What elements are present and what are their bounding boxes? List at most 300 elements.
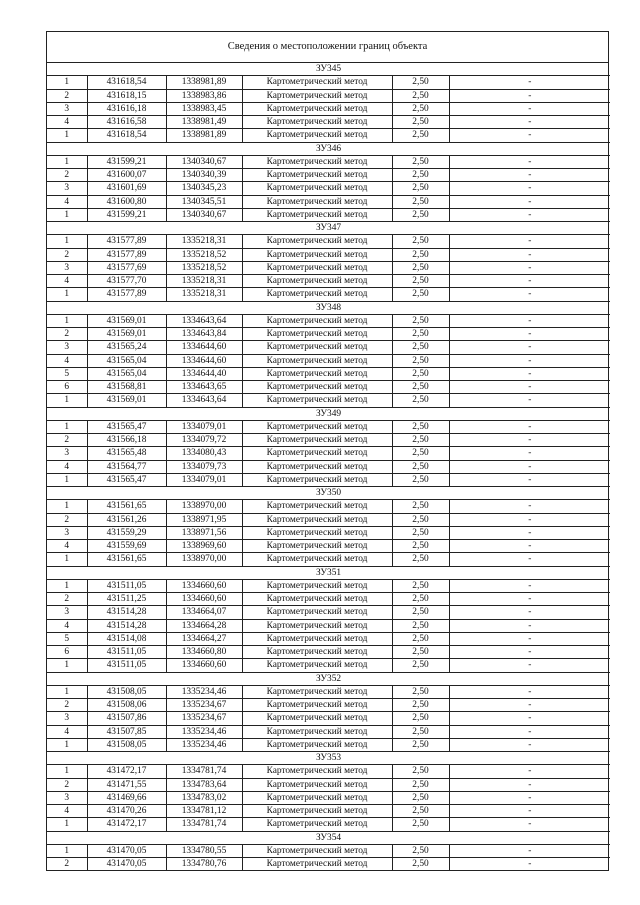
coord-y-cell: 1334780,55 <box>166 844 242 857</box>
table-row <box>47 89 610 102</box>
note-cell: - <box>449 76 610 89</box>
point-number-cell: 2 <box>47 778 87 791</box>
method-cell: Картометрический метод <box>242 381 392 394</box>
coord-y-cell: 1334660,60 <box>166 593 242 606</box>
point-number-cell: 2 <box>47 513 87 526</box>
table-row <box>47 155 610 168</box>
table-row <box>47 685 610 698</box>
table-row <box>47 169 610 182</box>
method-cell: Картометрический метод <box>242 275 392 288</box>
accuracy-cell: 2,50 <box>392 129 449 142</box>
note-cell: - <box>449 314 610 327</box>
note-cell: - <box>449 208 610 221</box>
method-cell: Картометрический метод <box>242 460 392 473</box>
table-row <box>47 102 610 115</box>
point-number-cell: 1 <box>47 765 87 778</box>
point-number-cell: 4 <box>47 619 87 632</box>
coord-x-cell: 431508,05 <box>87 738 166 751</box>
table-row <box>47 818 610 831</box>
coord-y-cell: 1335218,52 <box>166 248 242 261</box>
accuracy-cell: 2,50 <box>392 593 449 606</box>
point-number-cell: 1 <box>47 76 87 89</box>
table-row <box>47 858 610 871</box>
coord-x-cell: 431569,01 <box>87 394 166 407</box>
accuracy-cell: 2,50 <box>392 275 449 288</box>
coord-x-cell: 431514,28 <box>87 606 166 619</box>
accuracy-cell: 2,50 <box>392 858 449 871</box>
coord-y-cell: 1340340,67 <box>166 155 242 168</box>
coord-x-cell: 431472,17 <box>87 818 166 831</box>
note-cell: - <box>449 646 610 659</box>
coord-x-cell: 431577,89 <box>87 235 166 248</box>
method-cell: Картометрический метод <box>242 394 392 407</box>
table-row <box>47 778 610 791</box>
point-number-cell: 4 <box>47 195 87 208</box>
note-cell: - <box>449 699 610 712</box>
table-row <box>47 208 610 221</box>
note-cell: - <box>449 102 610 115</box>
point-number-cell: 1 <box>47 420 87 433</box>
note-cell: - <box>449 394 610 407</box>
accuracy-cell: 2,50 <box>392 116 449 129</box>
method-cell: Картометрический метод <box>242 513 392 526</box>
accuracy-cell: 2,50 <box>392 328 449 341</box>
point-number-cell: 4 <box>47 275 87 288</box>
method-cell: Картометрический метод <box>242 725 392 738</box>
table-row <box>47 606 610 619</box>
note-cell: - <box>449 367 610 380</box>
table-row <box>47 354 610 367</box>
table-row <box>47 844 610 857</box>
table-row <box>47 275 610 288</box>
table-row <box>47 248 610 261</box>
coord-x-cell: 431566,18 <box>87 434 166 447</box>
coord-y-cell: 1338969,60 <box>166 540 242 553</box>
page-title: Сведения о местоположении границ объекта <box>47 32 608 63</box>
coord-x-cell: 431577,70 <box>87 275 166 288</box>
table-row <box>47 460 610 473</box>
method-cell: Картометрический метод <box>242 579 392 592</box>
accuracy-cell: 2,50 <box>392 553 449 566</box>
note-cell: - <box>449 275 610 288</box>
group-name: ЗУ348 <box>47 301 610 314</box>
accuracy-cell: 2,50 <box>392 394 449 407</box>
accuracy-cell: 2,50 <box>392 314 449 327</box>
table-row <box>47 341 610 354</box>
method-cell: Картометрический метод <box>242 447 392 460</box>
coord-x-cell: 431561,65 <box>87 553 166 566</box>
accuracy-cell: 2,50 <box>392 818 449 831</box>
coord-y-cell: 1335218,52 <box>166 261 242 274</box>
coord-y-cell: 1335218,31 <box>166 288 242 301</box>
coord-x-cell: 431600,07 <box>87 169 166 182</box>
note-cell: - <box>449 195 610 208</box>
point-number-cell: 3 <box>47 791 87 804</box>
coord-y-cell: 1334079,72 <box>166 434 242 447</box>
coord-y-cell: 1334783,64 <box>166 778 242 791</box>
group-header-row <box>47 222 610 235</box>
point-number-cell: 6 <box>47 646 87 659</box>
coord-x-cell: 431470,26 <box>87 805 166 818</box>
method-cell: Картометрический метод <box>242 116 392 129</box>
accuracy-cell: 2,50 <box>392 76 449 89</box>
coord-y-cell: 1334644,40 <box>166 367 242 380</box>
method-cell: Картометрический метод <box>242 89 392 102</box>
table-row <box>47 738 610 751</box>
method-cell: Картометрический метод <box>242 685 392 698</box>
group-header-row <box>47 63 610 76</box>
coord-y-cell: 1335234,46 <box>166 725 242 738</box>
point-number-cell: 1 <box>47 685 87 698</box>
accuracy-cell: 2,50 <box>392 420 449 433</box>
coord-x-cell: 431507,86 <box>87 712 166 725</box>
accuracy-cell: 2,50 <box>392 844 449 857</box>
coord-y-cell: 1338971,56 <box>166 526 242 539</box>
coord-x-cell: 431601,69 <box>87 182 166 195</box>
coord-x-cell: 431618,54 <box>87 76 166 89</box>
group-name: ЗУ352 <box>47 672 610 685</box>
table-row <box>47 394 610 407</box>
coord-x-cell: 431559,69 <box>87 540 166 553</box>
method-cell: Картометрический метод <box>242 765 392 778</box>
accuracy-cell: 2,50 <box>392 632 449 645</box>
point-number-cell: 1 <box>47 235 87 248</box>
point-number-cell: 3 <box>47 712 87 725</box>
coord-x-cell: 431514,28 <box>87 619 166 632</box>
accuracy-cell: 2,50 <box>392 473 449 486</box>
coordinates-table-body <box>47 63 610 870</box>
table-row <box>47 593 610 606</box>
coord-y-cell: 1334660,60 <box>166 659 242 672</box>
note-cell: - <box>449 169 610 182</box>
table-row <box>47 235 610 248</box>
accuracy-cell: 2,50 <box>392 447 449 460</box>
method-cell: Картометрический метод <box>242 328 392 341</box>
group-name: ЗУ347 <box>47 222 610 235</box>
group-name: ЗУ349 <box>47 407 610 420</box>
coord-y-cell: 1335218,31 <box>166 275 242 288</box>
method-cell: Картометрический метод <box>242 341 392 354</box>
coord-y-cell: 1334664,28 <box>166 619 242 632</box>
coord-y-cell: 1340340,39 <box>166 169 242 182</box>
group-header-row <box>47 407 610 420</box>
group-header-row <box>47 142 610 155</box>
point-number-cell: 3 <box>47 102 87 115</box>
table-row <box>47 540 610 553</box>
table-row <box>47 765 610 778</box>
table-row <box>47 447 610 460</box>
group-name: ЗУ351 <box>47 566 610 579</box>
accuracy-cell: 2,50 <box>392 805 449 818</box>
method-cell: Картометрический метод <box>242 182 392 195</box>
accuracy-cell: 2,50 <box>392 540 449 553</box>
table-row <box>47 513 610 526</box>
point-number-cell: 2 <box>47 434 87 447</box>
note-cell: - <box>449 619 610 632</box>
note-cell: - <box>449 116 610 129</box>
table-row <box>47 367 610 380</box>
coordinates-table <box>47 63 610 870</box>
note-cell: - <box>449 805 610 818</box>
accuracy-cell: 2,50 <box>392 367 449 380</box>
note-cell: - <box>449 129 610 142</box>
method-cell: Картометрический метод <box>242 235 392 248</box>
coord-x-cell: 431616,18 <box>87 102 166 115</box>
accuracy-cell: 2,50 <box>392 102 449 115</box>
accuracy-cell: 2,50 <box>392 208 449 221</box>
method-cell: Картометрический метод <box>242 818 392 831</box>
group-header-row <box>47 301 610 314</box>
coord-x-cell: 431508,05 <box>87 685 166 698</box>
note-cell: - <box>449 235 610 248</box>
group-name: ЗУ346 <box>47 142 610 155</box>
method-cell: Картометрический метод <box>242 195 392 208</box>
method-cell: Картометрический метод <box>242 632 392 645</box>
accuracy-cell: 2,50 <box>392 381 449 394</box>
method-cell: Картометрический метод <box>242 500 392 513</box>
point-number-cell: 4 <box>47 540 87 553</box>
note-cell: - <box>449 473 610 486</box>
method-cell: Картометрический метод <box>242 102 392 115</box>
method-cell: Картометрический метод <box>242 434 392 447</box>
point-number-cell: 2 <box>47 169 87 182</box>
coord-y-cell: 1338970,00 <box>166 500 242 513</box>
table-row <box>47 619 610 632</box>
note-cell: - <box>449 778 610 791</box>
accuracy-cell: 2,50 <box>392 646 449 659</box>
coord-y-cell: 1334664,07 <box>166 606 242 619</box>
method-cell: Картометрический метод <box>242 314 392 327</box>
method-cell: Картометрический метод <box>242 354 392 367</box>
method-cell: Картометрический метод <box>242 619 392 632</box>
point-number-cell: 1 <box>47 155 87 168</box>
accuracy-cell: 2,50 <box>392 169 449 182</box>
coord-x-cell: 431469,66 <box>87 791 166 804</box>
table-row <box>47 791 610 804</box>
accuracy-cell: 2,50 <box>392 659 449 672</box>
coord-y-cell: 1335218,31 <box>166 235 242 248</box>
point-number-cell: 5 <box>47 632 87 645</box>
point-number-cell: 1 <box>47 579 87 592</box>
table-row <box>47 579 610 592</box>
coord-y-cell: 1335234,46 <box>166 685 242 698</box>
point-number-cell: 4 <box>47 460 87 473</box>
coord-y-cell: 1334783,02 <box>166 791 242 804</box>
coord-x-cell: 431565,47 <box>87 473 166 486</box>
note-cell: - <box>449 182 610 195</box>
coord-x-cell: 431599,21 <box>87 155 166 168</box>
table-row <box>47 473 610 486</box>
method-cell: Картометрический метод <box>242 791 392 804</box>
note-cell: - <box>449 354 610 367</box>
coord-x-cell: 431618,15 <box>87 89 166 102</box>
note-cell: - <box>449 155 610 168</box>
point-number-cell: 5 <box>47 367 87 380</box>
table-row <box>47 526 610 539</box>
note-cell: - <box>449 844 610 857</box>
coord-x-cell: 431564,77 <box>87 460 166 473</box>
note-cell: - <box>449 89 610 102</box>
coord-y-cell: 1338983,45 <box>166 102 242 115</box>
table-row <box>47 434 610 447</box>
method-cell: Картометрический метод <box>242 367 392 380</box>
accuracy-cell: 2,50 <box>392 235 449 248</box>
point-number-cell: 2 <box>47 593 87 606</box>
coord-y-cell: 1340340,67 <box>166 208 242 221</box>
accuracy-cell: 2,50 <box>392 195 449 208</box>
method-cell: Картометрический метод <box>242 261 392 274</box>
method-cell: Картометрический метод <box>242 805 392 818</box>
coord-x-cell: 431577,69 <box>87 261 166 274</box>
accuracy-cell: 2,50 <box>392 155 449 168</box>
coord-y-cell: 1334080,43 <box>166 447 242 460</box>
note-cell: - <box>449 500 610 513</box>
method-cell: Картометрический метод <box>242 129 392 142</box>
table-row <box>47 725 610 738</box>
coord-y-cell: 1334644,60 <box>166 341 242 354</box>
coord-x-cell: 431561,65 <box>87 500 166 513</box>
coord-y-cell: 1334644,60 <box>166 354 242 367</box>
point-number-cell: 2 <box>47 699 87 712</box>
table-row <box>47 328 610 341</box>
point-number-cell: 3 <box>47 341 87 354</box>
table-row <box>47 805 610 818</box>
note-cell: - <box>449 738 610 751</box>
coord-y-cell: 1334643,65 <box>166 381 242 394</box>
table-row <box>47 195 610 208</box>
accuracy-cell: 2,50 <box>392 341 449 354</box>
point-number-cell: 2 <box>47 858 87 871</box>
coord-x-cell: 431600,80 <box>87 195 166 208</box>
accuracy-cell: 2,50 <box>392 606 449 619</box>
coord-y-cell: 1340345,23 <box>166 182 242 195</box>
coord-y-cell: 1334781,74 <box>166 765 242 778</box>
coord-y-cell: 1338981,89 <box>166 129 242 142</box>
table-row <box>47 553 610 566</box>
method-cell: Картометрический метод <box>242 420 392 433</box>
point-number-cell: 4 <box>47 354 87 367</box>
accuracy-cell: 2,50 <box>392 738 449 751</box>
accuracy-cell: 2,50 <box>392 778 449 791</box>
method-cell: Картометрический метод <box>242 248 392 261</box>
accuracy-cell: 2,50 <box>392 791 449 804</box>
point-number-cell: 1 <box>47 659 87 672</box>
note-cell: - <box>449 526 610 539</box>
note-cell: - <box>449 579 610 592</box>
coord-y-cell: 1334643,84 <box>166 328 242 341</box>
point-number-cell: 1 <box>47 394 87 407</box>
coord-x-cell: 431472,17 <box>87 765 166 778</box>
coord-x-cell: 431569,01 <box>87 314 166 327</box>
note-cell: - <box>449 261 610 274</box>
method-cell: Картометрический метод <box>242 778 392 791</box>
point-number-cell: 3 <box>47 447 87 460</box>
accuracy-cell: 2,50 <box>392 765 449 778</box>
table-row <box>47 182 610 195</box>
coord-x-cell: 431599,21 <box>87 208 166 221</box>
coord-x-cell: 431561,26 <box>87 513 166 526</box>
coord-y-cell: 1335234,67 <box>166 712 242 725</box>
note-cell: - <box>449 341 610 354</box>
method-cell: Картометрический метод <box>242 473 392 486</box>
group-name: ЗУ354 <box>47 831 610 844</box>
coord-y-cell: 1338970,00 <box>166 553 242 566</box>
group-name: ЗУ350 <box>47 487 610 500</box>
table-row <box>47 659 610 672</box>
coord-x-cell: 431511,25 <box>87 593 166 606</box>
point-number-cell: 4 <box>47 805 87 818</box>
group-header-row <box>47 566 610 579</box>
note-cell: - <box>449 725 610 738</box>
accuracy-cell: 2,50 <box>392 685 449 698</box>
point-number-cell: 1 <box>47 738 87 751</box>
coord-x-cell: 431511,05 <box>87 659 166 672</box>
note-cell: - <box>449 632 610 645</box>
accuracy-cell: 2,50 <box>392 460 449 473</box>
coord-y-cell: 1338981,49 <box>166 116 242 129</box>
method-cell: Картометрический метод <box>242 712 392 725</box>
point-number-cell: 1 <box>47 553 87 566</box>
coord-y-cell: 1334643,64 <box>166 314 242 327</box>
point-number-cell: 2 <box>47 328 87 341</box>
table-row <box>47 500 610 513</box>
coord-y-cell: 1338971,95 <box>166 513 242 526</box>
coord-x-cell: 431616,58 <box>87 116 166 129</box>
table-row <box>47 712 610 725</box>
note-cell: - <box>449 791 610 804</box>
coord-x-cell: 431507,85 <box>87 725 166 738</box>
coord-y-cell: 1334079,01 <box>166 473 242 486</box>
coord-y-cell: 1334660,80 <box>166 646 242 659</box>
note-cell: - <box>449 248 610 261</box>
accuracy-cell: 2,50 <box>392 261 449 274</box>
point-number-cell: 2 <box>47 248 87 261</box>
point-number-cell: 2 <box>47 89 87 102</box>
group-header-row <box>47 831 610 844</box>
method-cell: Картометрический метод <box>242 858 392 871</box>
table-row <box>47 261 610 274</box>
group-name: ЗУ353 <box>47 752 610 765</box>
coord-y-cell: 1335234,67 <box>166 699 242 712</box>
coord-y-cell: 1334781,12 <box>166 805 242 818</box>
point-number-cell: 6 <box>47 381 87 394</box>
table-row <box>47 288 610 301</box>
table-row <box>47 699 610 712</box>
accuracy-cell: 2,50 <box>392 248 449 261</box>
point-number-cell: 4 <box>47 116 87 129</box>
point-number-cell: 3 <box>47 526 87 539</box>
coord-x-cell: 431471,55 <box>87 778 166 791</box>
table-row <box>47 76 610 89</box>
accuracy-cell: 2,50 <box>392 182 449 195</box>
method-cell: Картометрический метод <box>242 526 392 539</box>
coord-x-cell: 431508,06 <box>87 699 166 712</box>
table-row <box>47 632 610 645</box>
accuracy-cell: 2,50 <box>392 434 449 447</box>
coord-y-cell: 1334079,73 <box>166 460 242 473</box>
method-cell: Картометрический метод <box>242 646 392 659</box>
coord-x-cell: 431511,05 <box>87 579 166 592</box>
note-cell: - <box>449 685 610 698</box>
method-cell: Картометрический метод <box>242 155 392 168</box>
point-number-cell: 1 <box>47 500 87 513</box>
coord-x-cell: 431559,29 <box>87 526 166 539</box>
table-row <box>47 381 610 394</box>
coord-x-cell: 431565,47 <box>87 420 166 433</box>
accuracy-cell: 2,50 <box>392 526 449 539</box>
note-cell: - <box>449 434 610 447</box>
coord-y-cell: 1338983,86 <box>166 89 242 102</box>
